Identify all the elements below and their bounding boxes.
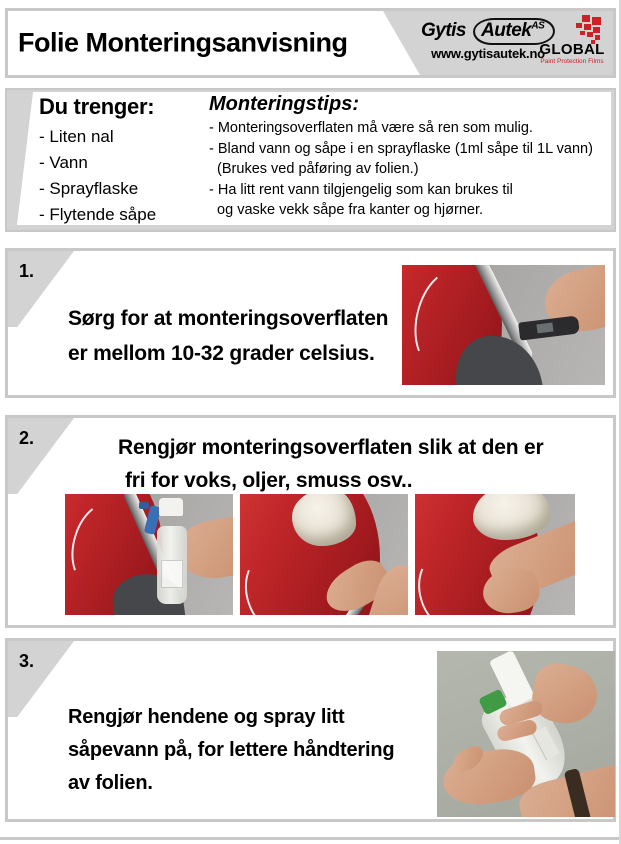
- step-1-line: er mellom 10-32 grader celsius.: [68, 342, 375, 365]
- spray-nozzle-shape: [139, 502, 149, 509]
- website-url: www.gytisautek.no: [431, 46, 545, 61]
- page-bottom-edge: [0, 837, 619, 840]
- needs-item: - Sprayflaske: [39, 179, 139, 198]
- step-3-number: 3.: [19, 651, 35, 671]
- photo-wiping-surface: [240, 494, 408, 615]
- photo-wiping-edge: [415, 494, 575, 615]
- step-number-wedge: [8, 641, 74, 717]
- autek-text: Autek: [480, 20, 532, 41]
- step-1-number: 1.: [19, 261, 35, 281]
- header: [5, 8, 616, 78]
- step-1: [5, 248, 616, 398]
- tips-line: - Ha litt rent vann tilgjengelig som kan brukes til: [209, 181, 513, 198]
- step-number-wedge: [8, 418, 74, 494]
- tips-line: - Bland vann og såpe i en sprayflaske (1ml såpe til 1L vann): [209, 140, 593, 157]
- step-number-wedge: [8, 251, 74, 327]
- step-3-line: av folien.: [68, 772, 153, 794]
- tips-line: - Monteringsoverflaten må være så ren som mulig.: [209, 120, 533, 136]
- gytis-text: Gytis: [420, 20, 467, 41]
- bottle-label: [161, 560, 183, 588]
- tips-line: (Brukes ved påføring av folien.): [209, 161, 419, 177]
- step-1-text: [68, 301, 388, 371]
- step-1-line: Sørg for at monteringsoverflaten: [68, 307, 389, 330]
- step-3-text: [68, 701, 394, 800]
- global-wordmark: GLOBAL: [539, 41, 605, 58]
- thermometer-shape: [518, 315, 580, 340]
- cloth-shape: [292, 494, 356, 546]
- photo-temperature-check: [402, 265, 605, 385]
- requirements-and-tips-panel: [5, 88, 616, 232]
- photo-spraying-surface: [65, 494, 233, 615]
- step-2-number: 2.: [19, 428, 35, 448]
- photo-spraying-hands: [437, 651, 615, 817]
- cloth-shape: [473, 494, 551, 540]
- step-2-text: [118, 431, 544, 497]
- needs-title: Du trenger:: [39, 94, 155, 119]
- as-suffix: AS: [531, 20, 545, 32]
- needs-item: - Vann: [39, 153, 88, 172]
- tips-line: og vaske vekk såpe fra kanter og hjørner.: [209, 202, 484, 218]
- step-2: [5, 415, 616, 628]
- thermometer-display: [536, 323, 553, 334]
- tips-list: [209, 93, 606, 221]
- spray-cap-shape: [159, 498, 183, 516]
- needs-item: - Flytende såpe: [39, 205, 157, 224]
- spray-bottle-shape: [157, 526, 187, 604]
- global-tagline: Paint Protection Films: [540, 58, 604, 65]
- needs-item: - Liten nal: [39, 127, 114, 146]
- step-3-line: Rengjør hendene og spray litt: [68, 706, 345, 728]
- step-3-line: såpevann på, for lettere håndtering: [68, 739, 395, 761]
- step-2-line: fri for voks, oljer, smuss osv..: [125, 469, 413, 492]
- step-2-line: Rengjør monteringsoverflaten slik at den er: [118, 436, 544, 459]
- page-title: Folie Monteringsanvisning: [18, 27, 348, 58]
- step-3: [5, 638, 616, 822]
- needs-list: [39, 94, 156, 228]
- bottle-label: [532, 727, 559, 761]
- tips-title: Monteringstips:: [209, 93, 359, 115]
- global-logo: [534, 15, 610, 65]
